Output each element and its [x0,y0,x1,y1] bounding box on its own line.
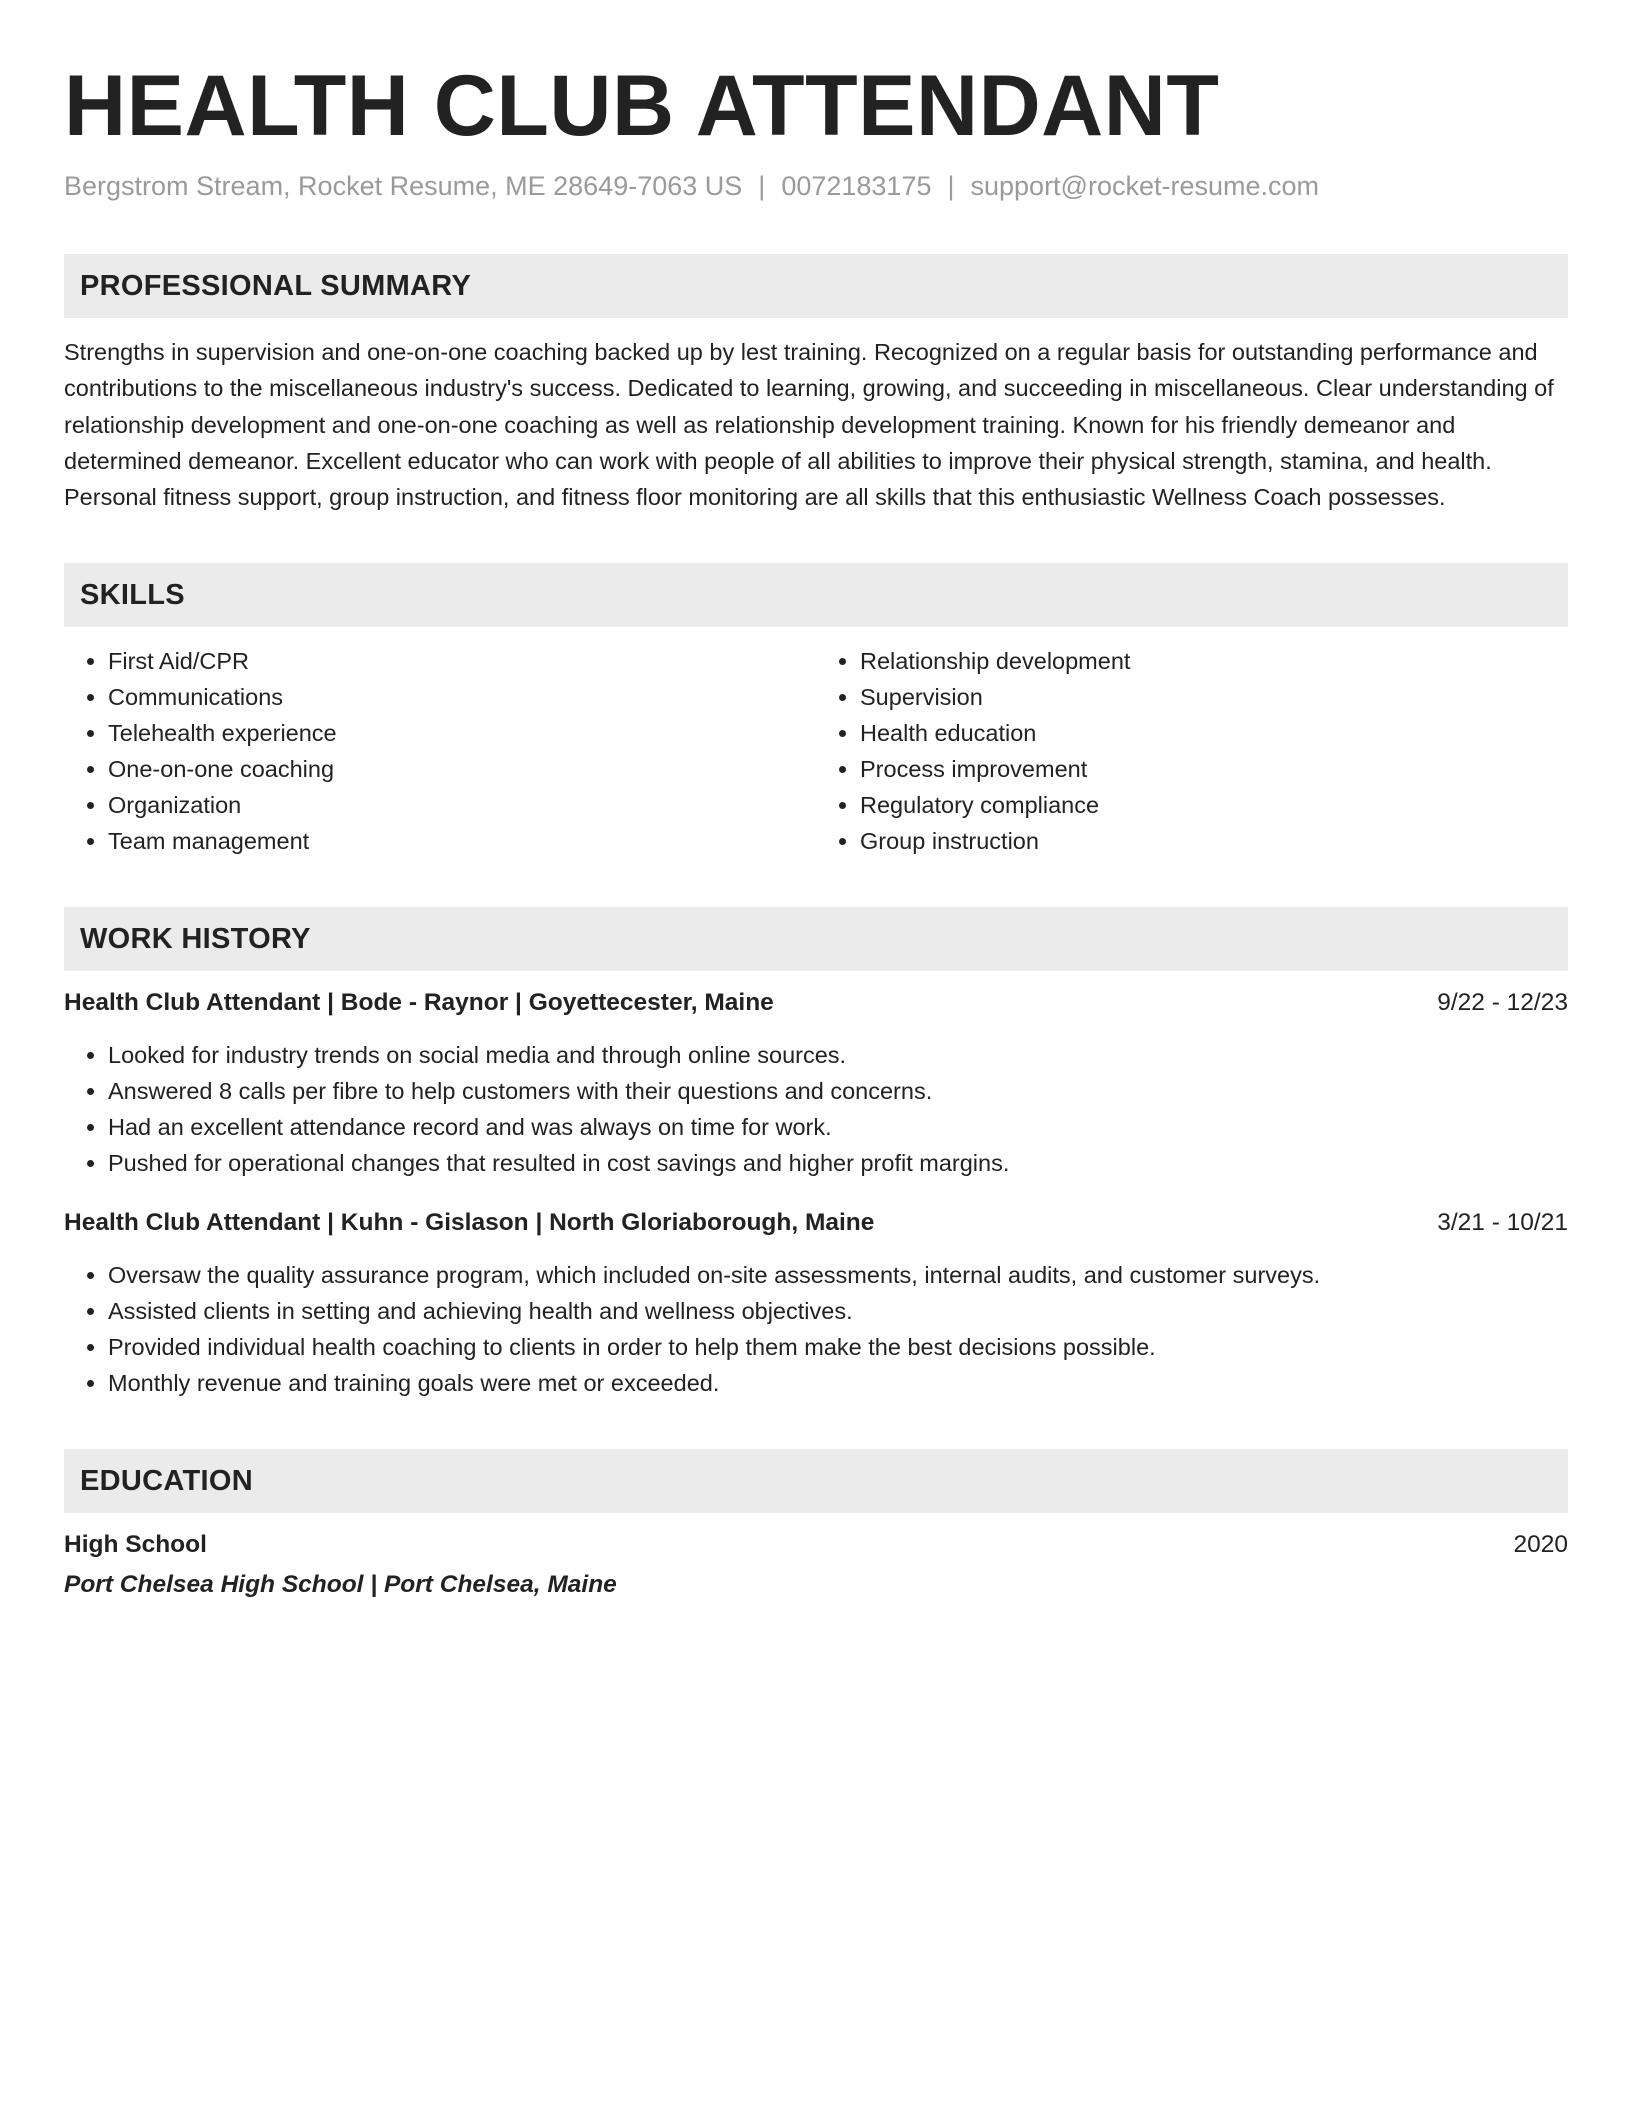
education-year: 2020 [1513,1531,1568,1559]
job-bullet: • Oversaw the quality assurance program, which included on-site assessments, internal audits, and customer surveys. [108,1257,1568,1293]
contact-separator: | [758,171,766,201]
skill-item: • Organization [108,787,816,823]
job-bullet: • Had an excellent attendance record and was always on time for work. [108,1109,1568,1145]
contact-address: Bergstrom Stream, Rocket Resume, ME 28649-7063 US [64,171,743,201]
job-dates: 9/22 - 12/23 [1437,989,1568,1017]
job-bullet: • Provided individual health coaching to clients in order to help them make the best decisions possible. [108,1329,1568,1365]
job-title: Health Club Attendant | Bode - Raynor | Goyettecester, Maine [64,989,774,1017]
skill-item: • Health education [860,715,1568,751]
skills-column-right [816,643,1568,859]
work-history-heading: WORK HISTORY [64,907,1568,971]
skills-column-left [64,643,816,859]
education-header [64,1527,1568,1563]
education-entry [64,1527,1568,1603]
education-degree: High School [64,1531,207,1559]
job-entry [64,985,1568,1181]
skill-item: • Team management [108,823,816,859]
skills-heading: SKILLS [64,563,1568,627]
skill-item: • Relationship development [860,643,1568,679]
candidate-name: HEALTH CLUB ATTENDANT [64,58,1220,154]
contact-line [64,168,1568,204]
skill-item: • Supervision [860,679,1568,715]
job-header [64,1205,1568,1241]
skill-item: • Communications [108,679,816,715]
skill-item: • First Aid/CPR [108,643,816,679]
contact-email: support@rocket-resume.com [970,171,1320,201]
job-title: Health Club Attendant | Kuhn - Gislason | North Gloriaborough, Maine [64,1209,875,1237]
skill-item: • Process improvement [860,751,1568,787]
job-bullet: • Answered 8 calls per fibre to help customers with their questions and concerns. [108,1073,1568,1109]
contact-separator: | [947,171,955,201]
job-bullet: • Monthly revenue and training goals were met or exceeded. [108,1365,1568,1401]
skill-item: • Regulatory compliance [860,787,1568,823]
summary-heading: PROFESSIONAL SUMMARY [64,254,1568,318]
education-heading: EDUCATION [64,1449,1568,1513]
job-bullet: • Pushed for operational changes that resulted in cost savings and higher profit margins. [108,1145,1568,1181]
job-bullet: • Assisted clients in setting and achieving health and wellness objectives. [108,1293,1568,1329]
job-bullets [64,1037,1568,1181]
contact-phone: 0072183175 [781,171,932,201]
summary-text: Strengths in supervision and one-on-one coaching backed up by lest training. Recognized on a regular basis for outstanding performance and contributions to the miscellaneous industry's success. Dedicated to learning, growing, and succeeding in miscellaneous. Clear understanding of relationship development and one-on-one coaching as well as relationship development training. Known for his friendly demeanor and determined demeanor. Excellent educator who can work with people of all abilities to improve their physical strength, stamina, and health. Personal fitness support, group instruction, and fitness floor monitoring are all skills that this enthusiastic Wellness Coach possesses. [64,339,1554,511]
skill-item: • Group instruction [860,823,1568,859]
job-dates: 3/21 - 10/21 [1437,1209,1568,1237]
job-entry [64,1205,1568,1401]
skills-list [64,643,1568,859]
job-header [64,985,1568,1021]
skill-item: • Telehealth experience [108,715,816,751]
education-school: Port Chelsea High School | Port Chelsea, Maine [64,1571,617,1599]
skill-item: • One-on-one coaching [108,751,816,787]
job-bullets [64,1257,1568,1401]
job-bullet: • Looked for industry trends on social media and through online sources. [108,1037,1568,1073]
